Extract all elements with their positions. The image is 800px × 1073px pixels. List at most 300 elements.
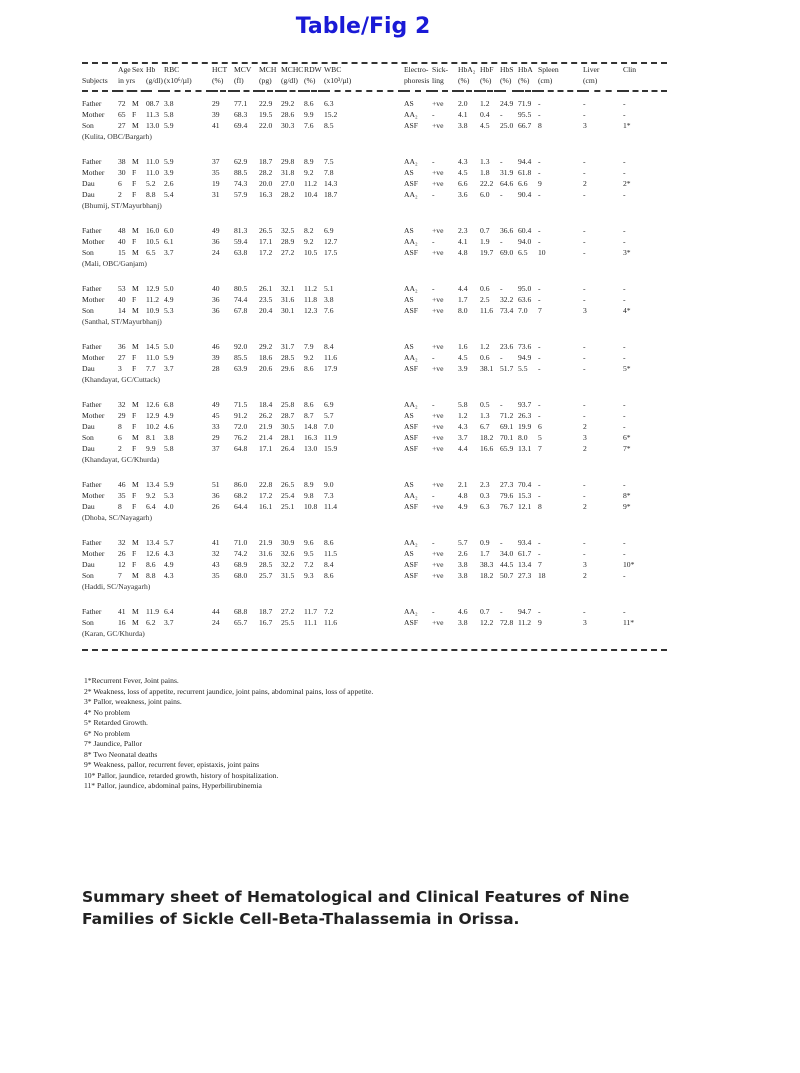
table-cell: -: [432, 284, 435, 293]
table-cell: 2.0: [458, 99, 468, 108]
table-cell: 13.4: [146, 480, 160, 489]
table-cell: 3.6: [458, 190, 468, 199]
table-cell: 17.1: [259, 237, 273, 246]
table-cell: 1.2: [458, 411, 468, 420]
hematology-table: [82, 64, 667, 647]
table-cell: 53: [118, 284, 126, 293]
table-cell: Son: [82, 306, 94, 315]
table-cell: ASF: [404, 248, 418, 257]
table-cell: -: [583, 549, 586, 558]
header-cell: (%): [458, 76, 470, 85]
table-cell: -: [583, 353, 586, 362]
table-cell: -: [583, 400, 586, 409]
table-cell: -: [583, 411, 586, 420]
table-cell: 6.6: [518, 179, 528, 188]
table-cell: 27.2: [281, 607, 295, 616]
table-row: [82, 559, 667, 570]
table-row: [82, 410, 667, 421]
table-cell: -: [500, 157, 503, 166]
table-cell: F: [132, 422, 137, 431]
table-cell: 94.4: [518, 157, 532, 166]
table-cell: -: [583, 491, 586, 500]
table-cell: 5.3: [164, 306, 174, 315]
table-cell: 5.7: [164, 538, 174, 547]
table-cell: -: [583, 295, 586, 304]
table-cell: 1.8: [480, 168, 490, 177]
table-cell: 32.5: [281, 226, 295, 235]
header-cell: ling: [432, 76, 444, 85]
table-cell: M: [132, 306, 139, 315]
table-cell: 67.8: [234, 306, 248, 315]
table-cell: 69.4: [234, 121, 248, 130]
table-cell: 91.2: [234, 411, 248, 420]
header-cell: HbA₂: [458, 65, 476, 74]
table-cell: 3.8: [164, 99, 174, 108]
table-cell: 50.7: [500, 571, 514, 580]
table-cell: 2: [583, 502, 587, 511]
table-cell: 0.9: [480, 538, 490, 547]
table-cell: 25.0: [500, 121, 514, 130]
table-cell: 32.2: [500, 295, 514, 304]
table-cell: 8.0: [458, 306, 468, 315]
family-community-label: (Khandayat, GC/Khurda): [82, 455, 160, 464]
header-cell: MCHC: [281, 65, 304, 74]
table-cell: 40: [212, 284, 220, 293]
table-cell: AA₂: [404, 110, 418, 119]
table-cell: 71.2: [500, 411, 514, 420]
table-cell: 19.5: [259, 110, 273, 119]
table-cell: 4.1: [458, 237, 468, 246]
table-cell: 13.4: [146, 538, 160, 547]
table-cell: 31: [212, 190, 220, 199]
table-cell: -: [583, 284, 586, 293]
table-cell: 25.5: [281, 618, 295, 627]
table-cell: 7.0: [324, 422, 334, 431]
table-cell: 9.2: [304, 237, 314, 246]
footnote: 7* Jaundice, Pallor: [84, 739, 142, 748]
table-cell: Dau: [82, 502, 95, 511]
family-label-row: [82, 374, 667, 385]
table-cell: 6: [118, 433, 122, 442]
table-cell: -: [623, 411, 626, 420]
table-cell: -: [500, 237, 503, 246]
table-cell: 6.6: [458, 179, 468, 188]
table-cell: 18.7: [324, 190, 338, 199]
table-cell: 22.2: [480, 179, 494, 188]
table-cell: 16.3: [304, 433, 318, 442]
table-cell: 9*: [623, 502, 631, 511]
family-gap: [82, 523, 667, 537]
table-cell: 71.0: [234, 538, 248, 547]
header-cell: MCV: [234, 65, 252, 74]
table-cell: 36.6: [500, 226, 514, 235]
table-row: [82, 570, 667, 581]
header-cell: (%): [304, 76, 316, 85]
table-cell: 11.4: [324, 502, 338, 511]
table-cell: 3.7: [164, 618, 174, 627]
table-cell: 64.6: [500, 179, 514, 188]
header-cell: (%): [500, 76, 512, 85]
table-cell: 8.6: [324, 538, 334, 547]
table-cell: -: [432, 237, 435, 246]
header-cell: (%): [518, 76, 530, 85]
header-cell: (x10⁶/µl): [164, 76, 192, 85]
table-cell: AA₂: [404, 400, 418, 409]
header-cell: (g/dl): [281, 76, 298, 85]
table-cell: 3: [583, 121, 587, 130]
table-cell: 18.2: [480, 571, 494, 580]
table-cell: AA₂: [404, 157, 418, 166]
table-cell: 9.2: [304, 353, 314, 362]
table-cell: 8.6: [324, 571, 334, 580]
gap: [82, 639, 667, 647]
data-table-container: [82, 62, 667, 651]
table-cell: -: [538, 226, 541, 235]
table-cell: 63.8: [234, 248, 248, 257]
table-row: [82, 167, 667, 178]
table-cell: AA₂: [404, 491, 418, 500]
table-cell: 57.9: [234, 190, 248, 199]
table-cell: 70.1: [500, 433, 514, 442]
table-cell: 14: [118, 306, 126, 315]
table-cell: 13.4: [518, 560, 532, 569]
table-cell: 7.6: [324, 306, 334, 315]
header-cell: Liver: [583, 65, 600, 74]
table-cell: +ve: [432, 121, 444, 130]
table-cell: -: [538, 284, 541, 293]
gap: [82, 592, 667, 606]
table-cell: Dau: [82, 560, 95, 569]
table-cell: 20.0: [259, 179, 273, 188]
table-cell: 32.2: [281, 560, 295, 569]
table-cell: 3: [118, 364, 122, 373]
table-cell: 26.1: [259, 284, 273, 293]
table-cell: Father: [82, 400, 102, 409]
table-cell: 41: [212, 121, 220, 130]
table-cell: 86.0: [234, 480, 248, 489]
table-cell: 38.1: [480, 364, 494, 373]
table-cell: Mother: [82, 491, 105, 500]
table-cell: -: [623, 190, 626, 199]
table-cell: 6.9: [324, 400, 334, 409]
table-cell: 28.9: [281, 237, 295, 246]
table-cell: 19.7: [480, 248, 494, 257]
gap: [82, 465, 667, 479]
table-cell: 6.0: [480, 190, 490, 199]
family-gap: [82, 327, 667, 341]
table-cell: 27.2: [281, 248, 295, 257]
table-cell: AS: [404, 99, 414, 108]
table-cell: Mother: [82, 411, 105, 420]
table-cell: 22.8: [259, 480, 273, 489]
table-cell: 30: [118, 168, 126, 177]
table-cell: 08.7: [146, 99, 160, 108]
table-cell: -: [623, 284, 626, 293]
table-cell: -: [583, 248, 586, 257]
table-cell: 11.6: [324, 618, 338, 627]
table-cell: +ve: [432, 480, 444, 489]
family-gap: [82, 639, 667, 647]
gap: [82, 142, 667, 156]
table-cell: 5.4: [164, 190, 174, 199]
table-cell: 3.8: [164, 433, 174, 442]
family-gap: [82, 465, 667, 479]
table-cell: 21.4: [259, 433, 273, 442]
table-cell: ASF: [404, 179, 418, 188]
table-cell: 9: [538, 179, 542, 188]
table-cell: 73.4: [500, 306, 514, 315]
header-cell: (%): [480, 76, 492, 85]
table-cell: 28: [212, 364, 220, 373]
table-cell: AA₂: [404, 237, 418, 246]
table-cell: 7.8: [324, 168, 334, 177]
table-cell: 32.1: [281, 284, 295, 293]
table-row: [82, 225, 667, 236]
table-cell: -: [623, 226, 626, 235]
table-cell: -: [538, 342, 541, 351]
table-cell: 22.0: [259, 121, 273, 130]
table-cell: Son: [82, 618, 94, 627]
table-cell: 74.3: [234, 179, 248, 188]
table-cell: 3.8: [458, 121, 468, 130]
table-cell: 32.6: [281, 549, 295, 558]
table-cell: 3.7: [164, 364, 174, 373]
table-cell: 76.2: [234, 433, 248, 442]
table-cell: Son: [82, 571, 94, 580]
table-cell: 4.6: [458, 607, 468, 616]
table-cell: 2.3: [458, 226, 468, 235]
table-cell: 11.5: [324, 549, 338, 558]
table-cell: 4.0: [164, 502, 174, 511]
family-community-label: (Santhal, ST/Mayurbhanj): [82, 317, 162, 326]
table-cell: -: [583, 190, 586, 199]
table-cell: 4.3: [164, 571, 174, 580]
table-cell: AS: [404, 295, 414, 304]
table-cell: 64.4: [234, 502, 248, 511]
table-row: [82, 109, 667, 120]
table-cell: 15.3: [518, 491, 532, 500]
table-cell: 8.9: [304, 157, 314, 166]
table-cell: 18.7: [259, 157, 273, 166]
table-cell: AA₂: [404, 190, 418, 199]
table-cell: 73.6: [518, 342, 532, 351]
table-cell: 30.9: [281, 538, 295, 547]
table-row: [82, 537, 667, 548]
table-cell: -: [583, 607, 586, 616]
table-cell: +ve: [432, 168, 444, 177]
table-cell: 28.5: [281, 353, 295, 362]
table-cell: 7: [538, 560, 542, 569]
table-cell: 8: [538, 502, 542, 511]
header-gap: [82, 91, 667, 98]
table-cell: Dau: [82, 190, 95, 199]
table-cell: 16.1: [259, 502, 273, 511]
table-cell: -: [500, 353, 503, 362]
table-cell: 64.8: [234, 444, 248, 453]
table-cell: 1.9: [480, 237, 490, 246]
header-cell: HbA: [518, 65, 533, 74]
table-cell: 88.5: [234, 168, 248, 177]
table-cell: -: [623, 237, 626, 246]
table-cell: 23.6: [500, 342, 514, 351]
table-cell: -: [538, 237, 541, 246]
footnote: 10* Pallor, jaundice, retarded growth, history of hospitalization.: [84, 770, 279, 780]
table-cell: AA₂: [404, 353, 418, 362]
table-cell: 11.6: [480, 306, 494, 315]
table-cell: 26.5: [259, 226, 273, 235]
table-cell: 22.9: [259, 99, 273, 108]
table-cell: Mother: [82, 168, 105, 177]
table-cell: 69.0: [500, 248, 514, 257]
table-cell: 8.1: [146, 433, 156, 442]
table-cell: 11.0: [146, 353, 160, 362]
table-cell: 12.1: [518, 502, 532, 511]
table-cell: 29.2: [281, 99, 295, 108]
table-cell: 8.8: [146, 190, 156, 199]
table-cell: -: [538, 364, 541, 373]
table-cell: 2: [583, 179, 587, 188]
table-cell: 4.4: [458, 284, 468, 293]
table-cell: 18: [538, 571, 546, 580]
table-cell: +ve: [432, 433, 444, 442]
table-row: [82, 432, 667, 443]
table-cell: 44.5: [500, 560, 514, 569]
table-cell: -: [623, 422, 626, 431]
header-cell: (%): [212, 76, 224, 85]
table-cell: -: [538, 538, 541, 547]
table-cell: 21.9: [259, 538, 273, 547]
table-cell: AS: [404, 549, 414, 558]
table-cell: -: [623, 538, 626, 547]
table-cell: 29: [212, 99, 220, 108]
table-cell: 5*: [623, 364, 631, 373]
table-cell: 95.5: [518, 110, 532, 119]
family-label-row: [82, 512, 667, 523]
header-cell: HbS: [500, 65, 514, 74]
table-cell: 11.2: [146, 295, 160, 304]
table-row: [82, 98, 667, 109]
table-cell: 94.7: [518, 607, 532, 616]
table-cell: 38: [118, 157, 126, 166]
table-cell: 71.9: [518, 99, 532, 108]
table-cell: 3.9: [164, 168, 174, 177]
footnote: 3* Pallor, weakness, joint pains.: [84, 697, 182, 706]
table-cell: AS: [404, 168, 414, 177]
table-cell: 8.6: [146, 560, 156, 569]
table-cell: M: [132, 99, 139, 108]
table-cell: 2.6: [458, 549, 468, 558]
table-cell: 10.4: [304, 190, 318, 199]
table-cell: 12.6: [146, 549, 160, 558]
table-cell: 4.6: [164, 422, 174, 431]
table-cell: F: [132, 237, 137, 246]
table-cell: 2: [583, 571, 587, 580]
table-cell: 4.1: [458, 110, 468, 119]
table-cell: 4.9: [458, 502, 468, 511]
family-community-label: (Haddi, SC/Nayagarh): [82, 582, 151, 591]
table-cell: 7.9: [304, 342, 314, 351]
table-cell: 31.8: [281, 168, 295, 177]
table-cell: 5.9: [164, 121, 174, 130]
table-cell: -: [623, 110, 626, 119]
table-cell: F: [132, 549, 137, 558]
table-cell: 17.9: [324, 364, 338, 373]
table-cell: 6.7: [480, 422, 490, 431]
table-cell: -: [538, 491, 541, 500]
table-cell: ASF: [404, 618, 418, 627]
table-row: [82, 341, 667, 352]
table-cell: 1.6: [458, 342, 468, 351]
table-cell: 76.7: [500, 502, 514, 511]
table-cell: 11*: [623, 618, 635, 627]
header-row: [82, 75, 667, 86]
table-cell: 16.6: [480, 444, 494, 453]
table-cell: 14.5: [146, 342, 160, 351]
table-cell: 51: [212, 480, 220, 489]
table-cell: 4.4: [458, 444, 468, 453]
header-cell: HbF: [480, 65, 494, 74]
table-cell: +ve: [432, 179, 444, 188]
table-cell: 43: [212, 560, 220, 569]
footnote: 1*Recurrent Fever, Joint pains.: [84, 676, 179, 685]
table-row: [82, 178, 667, 189]
header-cell: Hb: [146, 65, 156, 74]
table-cell: 68.0: [234, 571, 248, 580]
table-cell: -: [538, 480, 541, 489]
table-cell: 44: [212, 607, 220, 616]
table-cell: 15.9: [324, 444, 338, 453]
table-cell: 12: [118, 560, 126, 569]
table-cell: 7.7: [146, 364, 156, 373]
table-cell: 27: [118, 121, 126, 130]
family-label-row: [82, 131, 667, 142]
table-cell: -: [623, 571, 626, 580]
table-cell: 41: [118, 607, 126, 616]
table-cell: 5.1: [324, 284, 334, 293]
table-cell: ASF: [404, 422, 418, 431]
table-cell: ASF: [404, 444, 418, 453]
table-cell: +ve: [432, 99, 444, 108]
table-cell: ASF: [404, 433, 418, 442]
header-cell: Electro-: [404, 65, 429, 74]
table-cell: 4.5: [458, 353, 468, 362]
table-cell: ASF: [404, 306, 418, 315]
table-row: [82, 352, 667, 363]
table-cell: 10.8: [304, 502, 318, 511]
table-cell: Mother: [82, 110, 105, 119]
table-cell: 1.2: [480, 342, 490, 351]
table-cell: 32: [118, 538, 126, 547]
table-cell: -: [538, 353, 541, 362]
family-gap: [82, 592, 667, 606]
table-cell: F: [132, 295, 137, 304]
family-gap: [82, 269, 667, 283]
table-cell: 10.9: [146, 306, 160, 315]
table-cell: 5.8: [164, 110, 174, 119]
table-cell: Son: [82, 121, 94, 130]
table-cell: -: [500, 400, 503, 409]
table-cell: M: [132, 433, 139, 442]
table-cell: Dau: [82, 444, 95, 453]
table-cell: Mother: [82, 353, 105, 362]
table-cell: 15: [118, 248, 126, 257]
footnote: 11* Pallor, jaundice, abdominal pains, Hyperbilirubinemia: [84, 781, 262, 790]
table-cell: 11.3: [146, 110, 160, 119]
table-cell: AA₂: [404, 284, 418, 293]
table-cell: 48: [118, 226, 126, 235]
table-cell: 11.2: [304, 284, 318, 293]
table-cell: -: [583, 110, 586, 119]
